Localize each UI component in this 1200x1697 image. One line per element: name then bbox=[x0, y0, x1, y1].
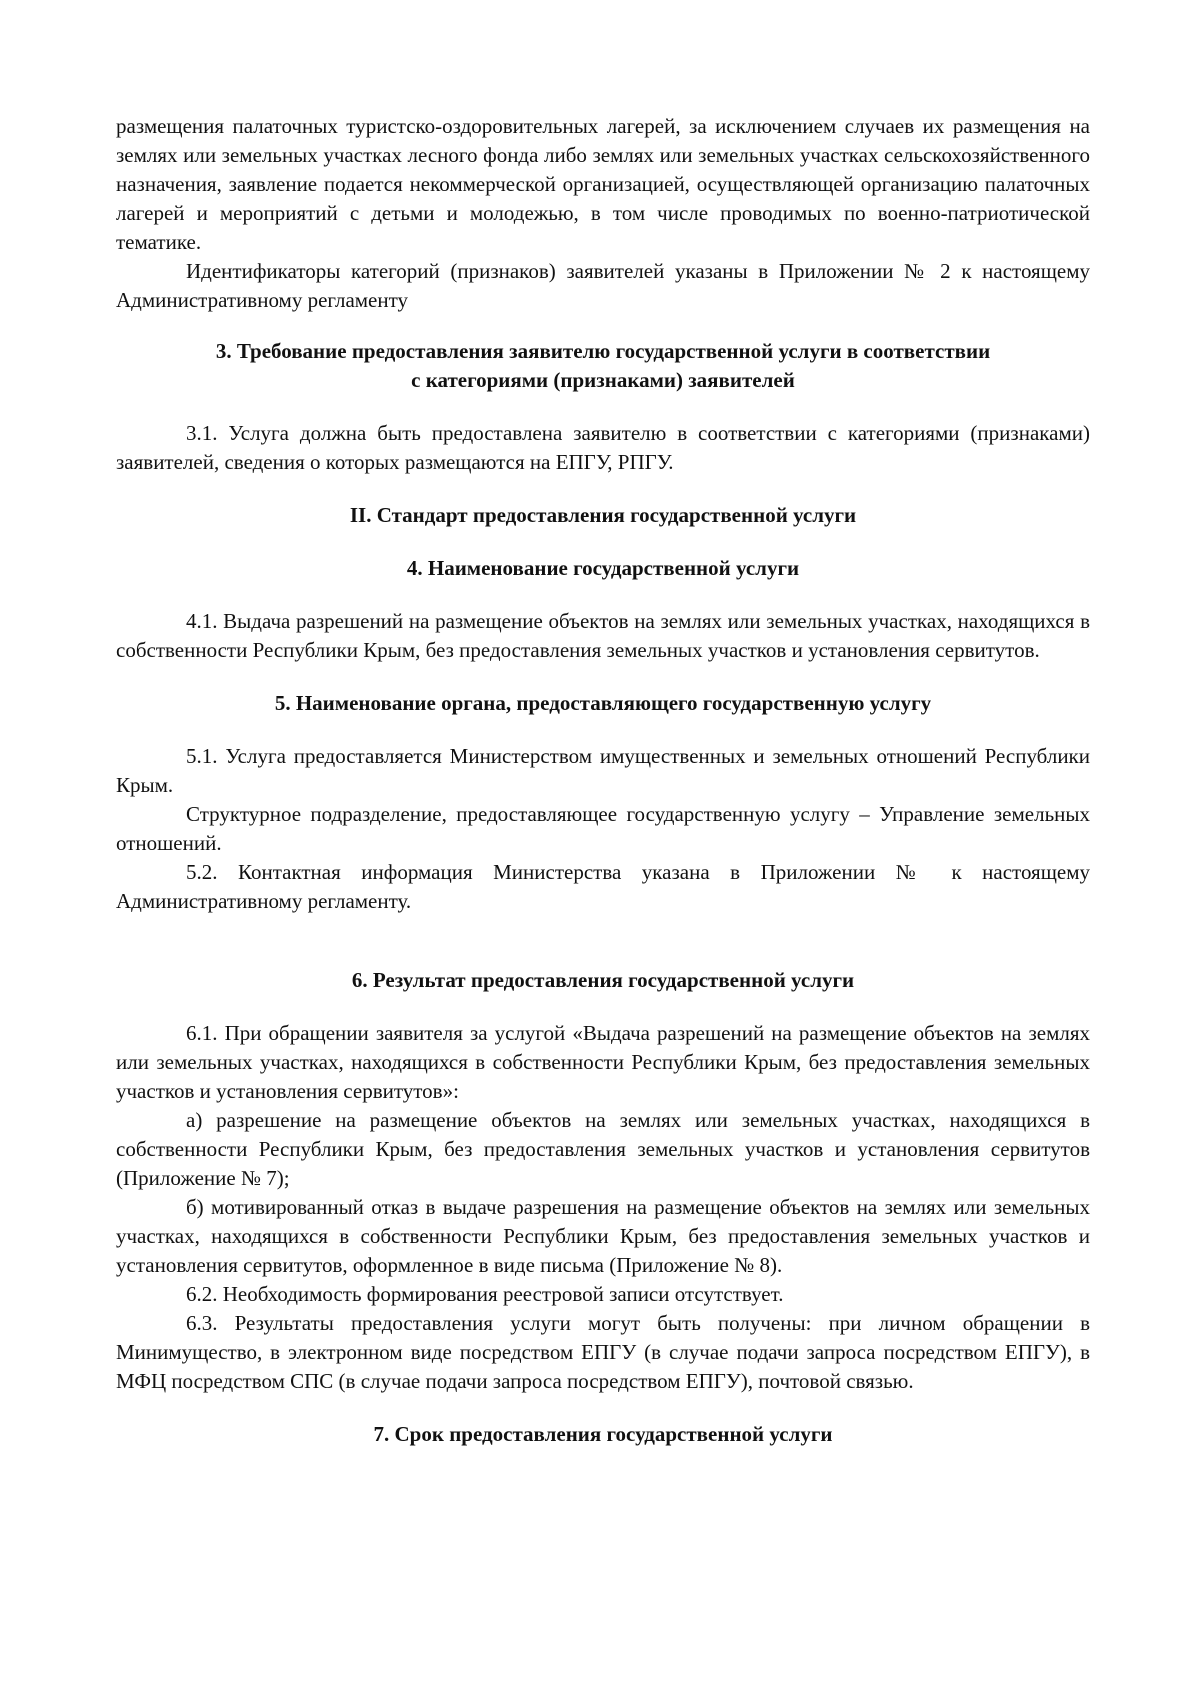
paragraph-6-2: 6.2. Необходимость формирования реестровой записи отсутствует. bbox=[186, 1282, 784, 1306]
paragraph-6-1: 6.1. При обращении заявителя за услугой «Выдача разрешений на размещение объектов на землях или земельных участках, находящихся в собственности Республики Крым, без предоставления земельных участков и установления сервитутов»: bbox=[116, 1021, 1090, 1103]
section-3-heading bbox=[116, 337, 1090, 395]
section-7-heading: 7. Срок предоставления государственной услуги bbox=[373, 1422, 833, 1446]
section-4-heading: 4. Наименование государственной услуги bbox=[406, 556, 800, 580]
paragraph-intro: размещения палаточных туристско-оздоровительных лагерей, за исключением случаев их размещения на землях или земельных участках лесного фонда либо землях или земельных участках сельскохозяйственного назначения, заявление подается некоммерческой организацией, осуществляющей организацию палаточных лагерей и мероприятий с детьми и молодежью, в том числе проводимых по военно-патриотической тематике. bbox=[116, 114, 1090, 254]
paragraph-identifiers: Идентификаторы категорий (признаков) заявителей указаны в Приложении № 2 к настоящему Административному регламенту bbox=[116, 259, 1090, 312]
document-page bbox=[116, 112, 1090, 1449]
paragraph-5-2: 5.2. Контактная информация Министерства указана в Приложении № к настоящему Административному регламенту. bbox=[116, 860, 1090, 913]
section-6-heading: 6. Результат предоставления государственной услуги bbox=[351, 968, 855, 992]
section-5-heading: 5. Наименование органа, предоставляющего государственную услугу bbox=[274, 691, 932, 715]
section-3-heading-line1: 3. Требование предоставления заявителю государственной услуги в соответствии bbox=[215, 339, 991, 363]
paragraph-3-1: 3.1. Услуга должна быть предоставлена заявителю в соответствии с категориями (признаками) заявителей, сведения о которых размещаются на ЕПГУ, РПГУ. bbox=[116, 421, 1090, 474]
section-3-heading-line2: с категориями (признаками) заявителей bbox=[411, 368, 795, 392]
paragraph-6-b: б) мотивированный отказ в выдаче разрешения на размещение объектов на землях или земельных участках, находящихся в собственности Республики Крым, без предоставления земельных участков и установления сервитутов, оформленное в виде письма (Приложение № 8). bbox=[116, 1195, 1090, 1277]
paragraph-6-a: а) разрешение на размещение объектов на землях или земельных участках, находящихся в собственности Республики Крым, без предоставления земельных участков и установления сервитутов (Приложение № 7); bbox=[116, 1108, 1090, 1190]
part-II-heading: II. Стандарт предоставления государственной услуги bbox=[349, 503, 857, 527]
paragraph-5-structure: Структурное подразделение, предоставляющее государственную услугу – Управление земельных отношений. bbox=[116, 802, 1090, 855]
paragraph-4-1: 4.1. Выдача разрешений на размещение объектов на землях или земельных участках, находящихся в собственности Республики Крым, без предоставления земельных участков и установления сервитутов. bbox=[116, 609, 1090, 662]
paragraph-6-3: 6.3. Результаты предоставления услуги могут быть получены: при личном обращении в Минимущество, в электронном виде посредством ЕПГУ (в случае подачи запроса посредством ЕПГУ), в МФЦ посредством СПС (в случае подачи запроса посредством ЕПГУ), почтовой связью. bbox=[116, 1311, 1090, 1393]
paragraph-5-1: 5.1. Услуга предоставляется Министерством имущественных и земельных отношений Республики Крым. bbox=[116, 744, 1090, 797]
